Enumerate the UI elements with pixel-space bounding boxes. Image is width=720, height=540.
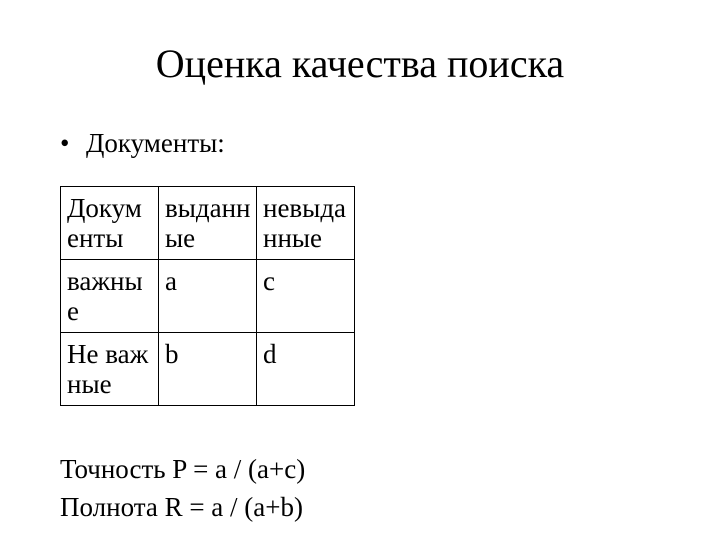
table-row: [61, 333, 355, 406]
table-row: [61, 187, 355, 260]
slide-title: Оценка качества поиска: [155, 41, 565, 86]
row-label-relevant: важные: [61, 260, 159, 333]
cell-a: a: [159, 260, 257, 333]
header-cell-retrieved: выданные: [159, 187, 257, 260]
cell-b: b: [159, 333, 257, 406]
contingency-table: [60, 186, 355, 406]
recall-formula: Полнота R = a / (a+b): [60, 492, 303, 522]
precision-formula: Точность P = a / (a+c): [60, 454, 306, 484]
header-cell-documents: Документы: [61, 187, 159, 260]
bullet-dot: •: [60, 128, 70, 158]
bullet-text: Документы:: [86, 128, 225, 158]
cell-c: c: [257, 260, 355, 333]
row-label-not-relevant: Не важные: [61, 333, 159, 406]
cell-d: d: [257, 333, 355, 406]
table-row: [61, 260, 355, 333]
bullet-item: [60, 126, 225, 160]
header-cell-not-retrieved: невыданные: [257, 187, 355, 260]
